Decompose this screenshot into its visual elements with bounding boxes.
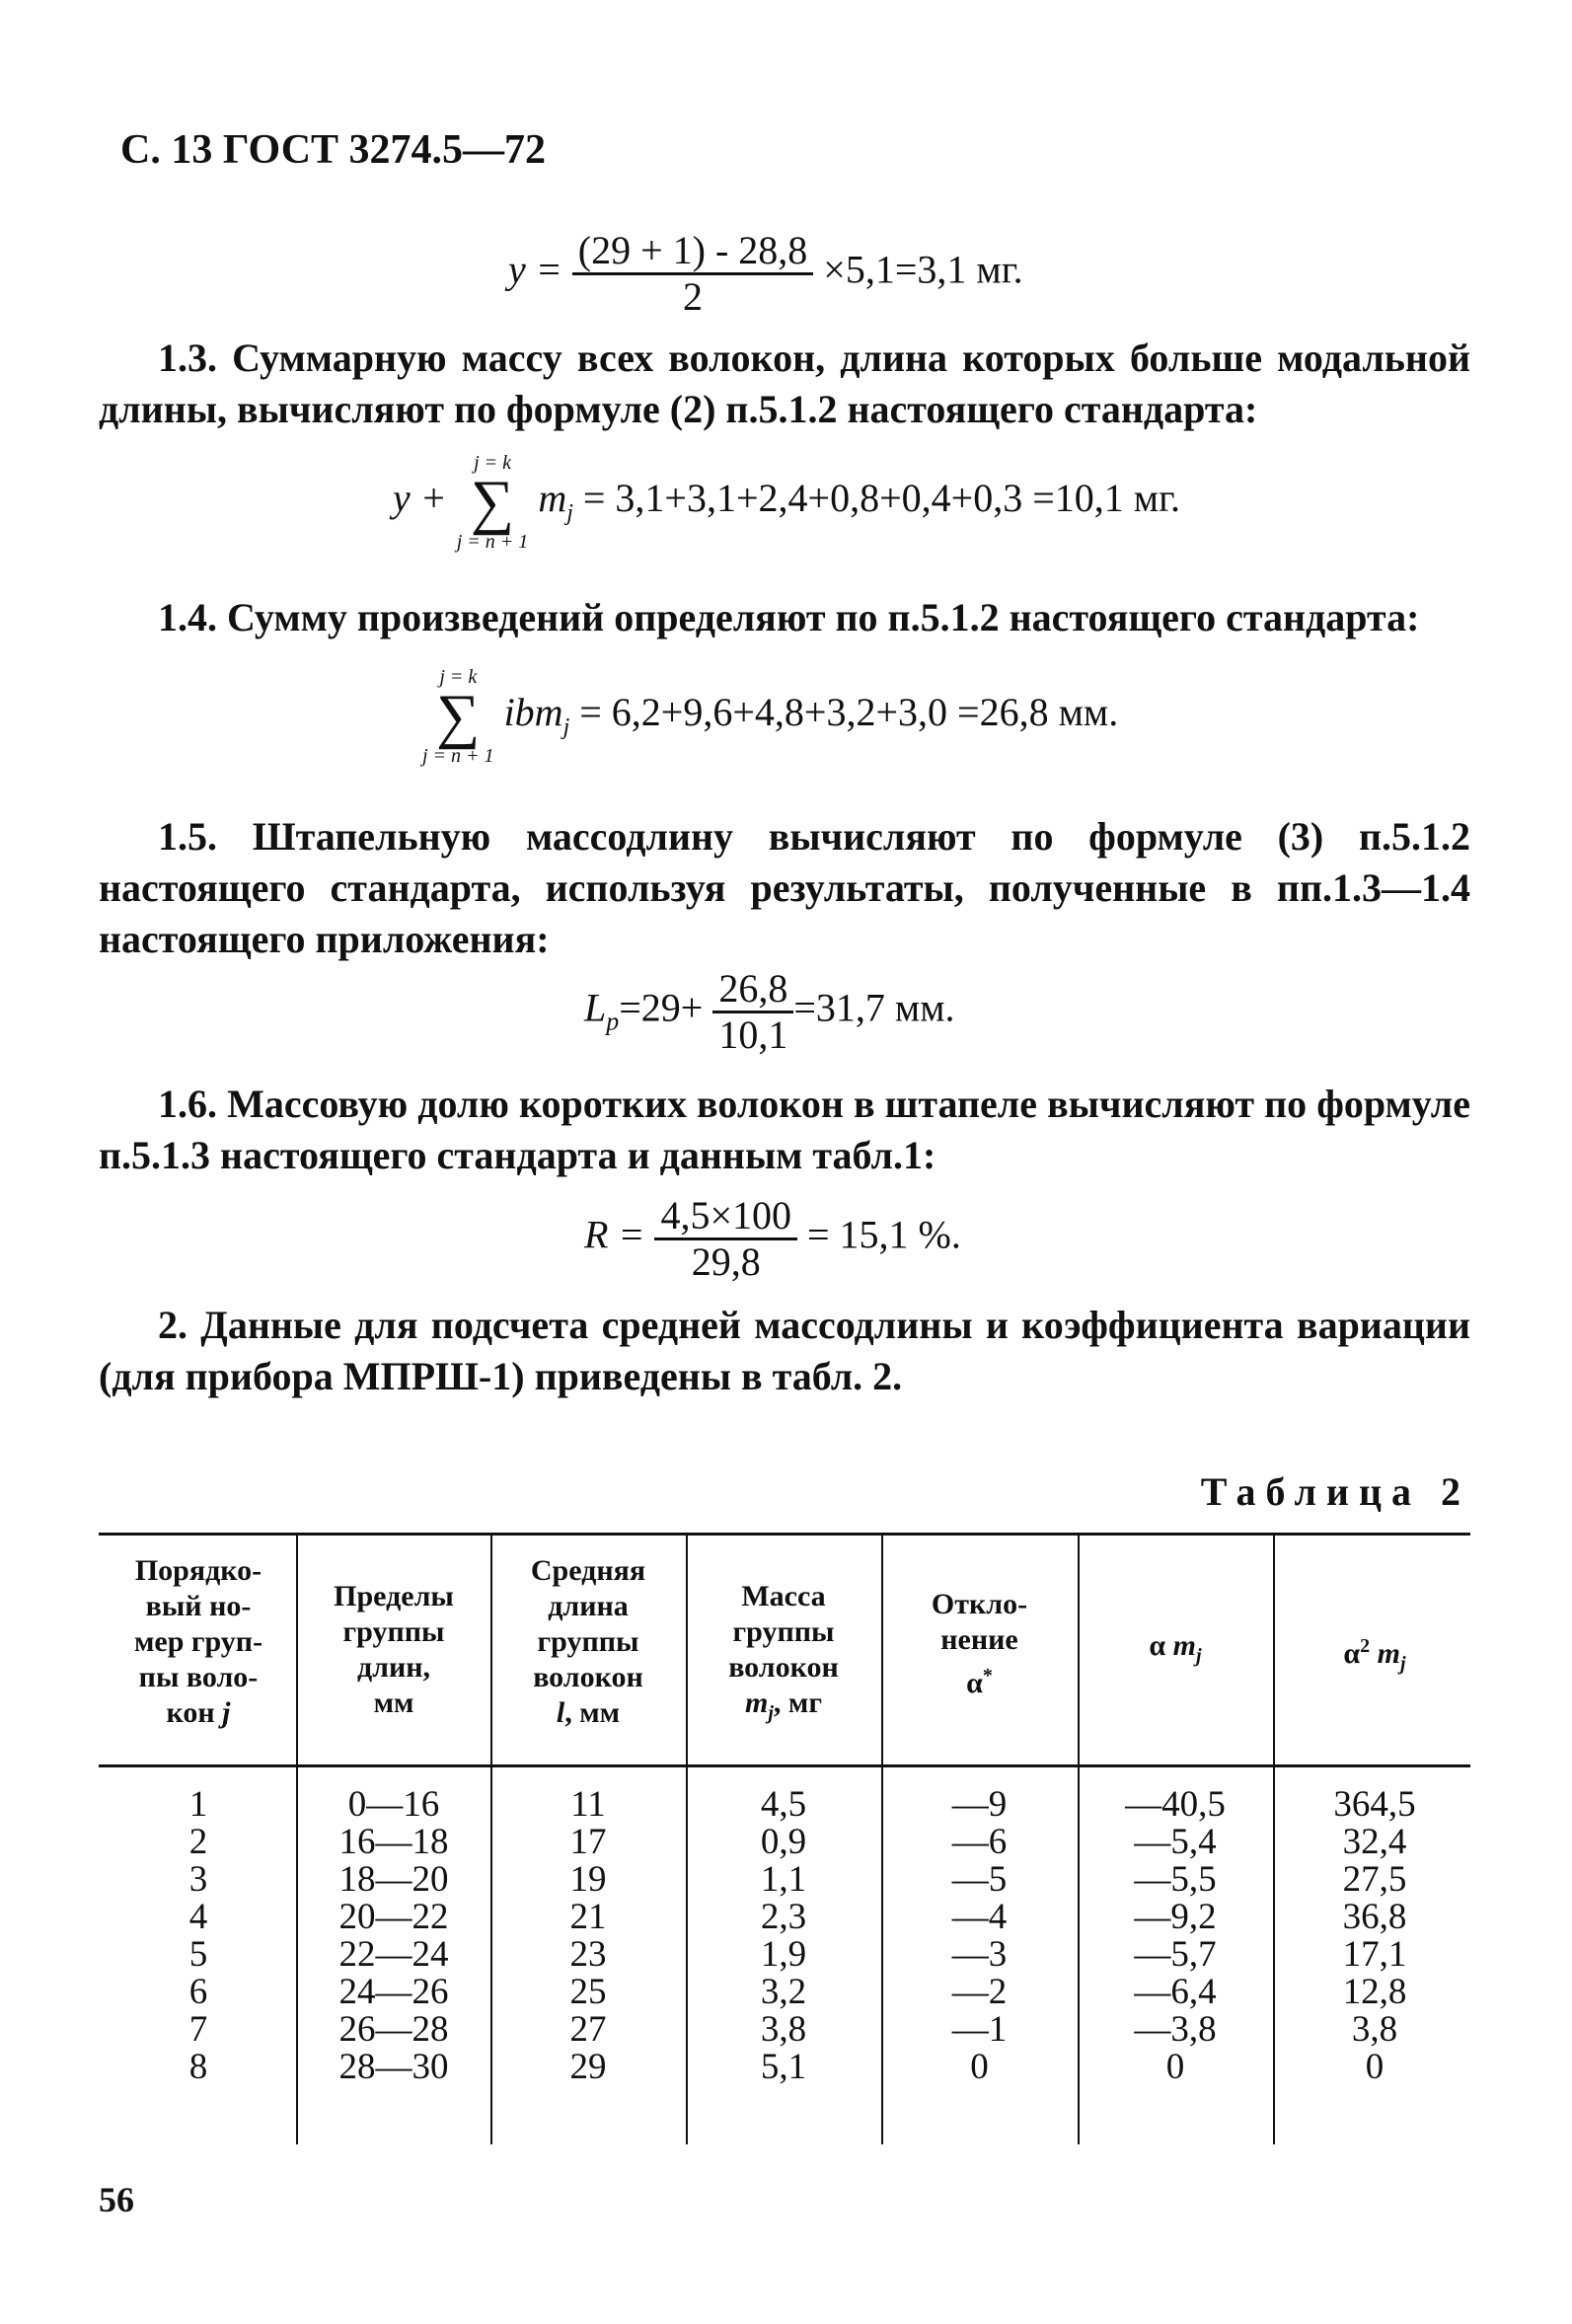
table-cell: —3 (951, 1934, 1008, 1975)
sum-symbol-1: j = k ∑ j = n + 1 (456, 452, 529, 553)
table-cell: 0,9 (760, 1822, 807, 1862)
formula-sum-2-sub: j (562, 714, 570, 741)
formula-sum-1-term: m (538, 476, 567, 521)
table-cell: —6 (951, 1822, 1008, 1862)
table-header-group-mass: Масса группы волокон $m_j$, мг (728, 1580, 839, 1724)
table-col-group-mass (692, 1786, 875, 2086)
formula-lp-numerator: 26,8 (712, 967, 793, 1013)
table-cell: 1,9 (760, 1934, 807, 1975)
sum-1-lower: j = n + 1 (456, 531, 529, 553)
table-col-alpha-m (1084, 1786, 1267, 2086)
formula-y-rhs: ×5,1=3,1 мг. (823, 247, 1023, 292)
table-cell: 28—30 (338, 2047, 449, 2087)
table-cell: 2,3 (760, 1897, 807, 1937)
table-cell: 3 (188, 1859, 208, 1900)
table-col-length-limits (302, 1786, 486, 2086)
formula-y-numerator: (29 + 1) - 28,8 (572, 229, 814, 275)
table-caption: Таблица 2 (1200, 1469, 1470, 1514)
paragraph-1-5: 1.5. Штапельную массодлину вычисляют по формуле (3) п.5.1.2 настоящего стандарта, используя результаты, полученные в пп.1.3—1.4 настоящего приложения: (99, 814, 1470, 961)
table-cell: 0 (1365, 2047, 1385, 2087)
table-cell: 3,2 (760, 1972, 807, 2012)
table-cell: 5 (188, 1934, 208, 1975)
table-cell: 27 (569, 2009, 607, 2050)
formula-y (508, 229, 1023, 319)
paragraph-1-6: 1.6. Массовую долю коротких волокон в штапеле вычисляют по формуле п.5.1.3 настоящего стандарта и данным табл.1: (99, 1082, 1470, 1177)
table-cell: 26—28 (338, 2009, 449, 2050)
table-cell: 20—22 (338, 1897, 449, 1937)
table-col-divider-5 (1078, 1533, 1080, 2144)
paragraph-2: 2. Данные для подсчета средней массодлины и коэффициента вариации (для прибора МПРШ-1) приведены в табл. 2. (99, 1303, 1470, 1398)
table-cell: 17,1 (1342, 1934, 1407, 1975)
table-cell: 4 (188, 1897, 208, 1937)
table-col-group-number (107, 1786, 290, 2086)
formula-lp-lhs: L (584, 985, 607, 1030)
table-cell: —5 (951, 1859, 1008, 1900)
table-cell: 364,5 (1333, 1784, 1416, 1825)
sum-2-lower: j = n + 1 (422, 745, 494, 767)
table-col-divider-1 (296, 1533, 298, 2144)
table-cell: —1 (951, 2009, 1008, 2050)
table-cell: 27,5 (1342, 1859, 1407, 1900)
formula-lp-rhs: =31,7 мм. (793, 985, 955, 1030)
formula-sum-1-sub: j (566, 500, 573, 527)
table-cell: 4,5 (760, 1784, 807, 1825)
formula-r (584, 1194, 961, 1284)
formula-lp (584, 967, 955, 1057)
table-cell: 25 (569, 1972, 607, 2012)
table-cell: 2 (188, 1822, 208, 1862)
table-cell: —5,4 (1134, 1822, 1217, 1862)
table-cell: 0 (970, 2047, 989, 2087)
table-cell: 5,1 (760, 2047, 807, 2087)
table-col-mean-length (496, 1786, 680, 2086)
sum-symbol-2: j = k ∑ j = n + 1 (422, 666, 494, 767)
formula-lp-eq: =29+ (619, 985, 704, 1030)
formula-sum-1 (393, 452, 1180, 553)
sum-1-upper: j = k (474, 452, 511, 474)
formula-r-rhs: = 15,1 %. (807, 1212, 961, 1257)
formula-y-fraction (572, 229, 814, 319)
table-cell: 8 (188, 2047, 208, 2087)
table-cell: 0 (1165, 2047, 1185, 2087)
table-cell: 16—18 (338, 1822, 449, 1862)
table-header-deviation: Откло- нение α* (931, 1588, 1028, 1699)
table-cell: —5,5 (1134, 1859, 1217, 1900)
formula-lp-denominator: 10,1 (718, 1012, 788, 1057)
table-header-mean-length: Средняя длина группы волокон l, мм (530, 1554, 646, 1729)
formula-sum-2-term: ibm (503, 690, 563, 735)
table-header-alpha-m: α $m_j$ (1149, 1629, 1202, 1667)
table-cell: 22—24 (338, 1934, 449, 1975)
page-number: 56 (99, 2180, 134, 2219)
paragraph-1-3: 1.3. Суммарную массу всех волокон, длина которых больше модальной длины, вычисляют по формуле (2) п.5.1.2 настоящего стандарта: (99, 336, 1470, 431)
table-header-alpha2-m: $\alpha^2$ $m_j$ (1343, 1635, 1406, 1675)
formula-sum-2 (422, 666, 1118, 767)
formula-y-lhs: y = (508, 247, 562, 292)
formula-r-lhs: R = (584, 1212, 645, 1257)
table-cell: 0—16 (347, 1784, 440, 1825)
table-cell: 1 (188, 1784, 208, 1825)
formula-y-denominator: 2 (683, 274, 704, 319)
table-header-rule (99, 1764, 1470, 1767)
table-col-alpha2-m (1279, 1786, 1470, 2086)
table-cell: 18—20 (338, 1859, 449, 1900)
table-cell: —5,7 (1134, 1934, 1217, 1975)
table-cell: 3,8 (760, 2009, 807, 2050)
formula-r-denominator: 29,8 (691, 1239, 761, 1284)
formula-sum-1-rhs: = 3,1+3,1+2,4+0,8+0,4+0,3 =10,1 мг. (582, 476, 1180, 521)
paragraph-1-4: 1.4. Сумму произведений определяют по п.5.1.2 настоящего стандарта: (158, 595, 1420, 639)
sum-2-upper: j = k (439, 666, 478, 688)
table-header-group-number: Порядко- вый но- мер груп- пы воло- кон j (133, 1554, 263, 1729)
table-header-length-limits: Пределы группы длин, мм (334, 1580, 454, 1719)
table-top-rule (99, 1533, 1470, 1536)
formula-sum-1-lhs: y + (393, 476, 447, 521)
table-cell: 1,1 (760, 1859, 807, 1900)
table-col-divider-6 (1273, 1533, 1275, 2144)
formula-r-numerator: 4,5×100 (654, 1194, 797, 1240)
table-cell: 19 (569, 1859, 607, 1900)
formula-lp-sub: p (606, 1007, 620, 1036)
formula-lp-fraction (712, 967, 793, 1057)
table-col-divider-2 (490, 1533, 492, 2144)
running-head: С. 13 ГОСТ 3274.5—72 (120, 127, 547, 173)
table-cell: 6 (188, 1972, 208, 2012)
table-col-deviation (887, 1786, 1072, 2086)
table-col-divider-4 (881, 1533, 883, 2144)
formula-sum-2-rhs: = 6,2+9,6+4,8+3,2+3,0 =26,8 мм. (579, 690, 1119, 735)
table-cell: —40,5 (1125, 1784, 1226, 1825)
table-cell: 12,8 (1342, 1972, 1407, 2012)
table-cell: 7 (188, 2009, 208, 2050)
table-cell: 29 (569, 2047, 607, 2087)
table-cell: 32,4 (1342, 1822, 1407, 1862)
table-cell: —2 (951, 1972, 1008, 2012)
table-cell: 17 (569, 1822, 607, 1862)
table-cell: 24—26 (338, 1972, 449, 2012)
table-cell: 23 (569, 1934, 607, 1975)
table-cell: 21 (569, 1897, 607, 1937)
table-cell: —4 (951, 1897, 1008, 1937)
table-cell: —9,2 (1134, 1897, 1217, 1937)
table-cell: —9 (951, 1784, 1008, 1825)
table-cell: —6,4 (1134, 1972, 1217, 2012)
table-cell: 36,8 (1342, 1897, 1407, 1937)
table-cell: —3,8 (1134, 2009, 1217, 2050)
table-cell: 3,8 (1351, 2009, 1398, 2050)
table-col-divider-3 (686, 1533, 688, 2144)
table-cell: 11 (570, 1784, 606, 1825)
formula-r-fraction (654, 1194, 797, 1284)
